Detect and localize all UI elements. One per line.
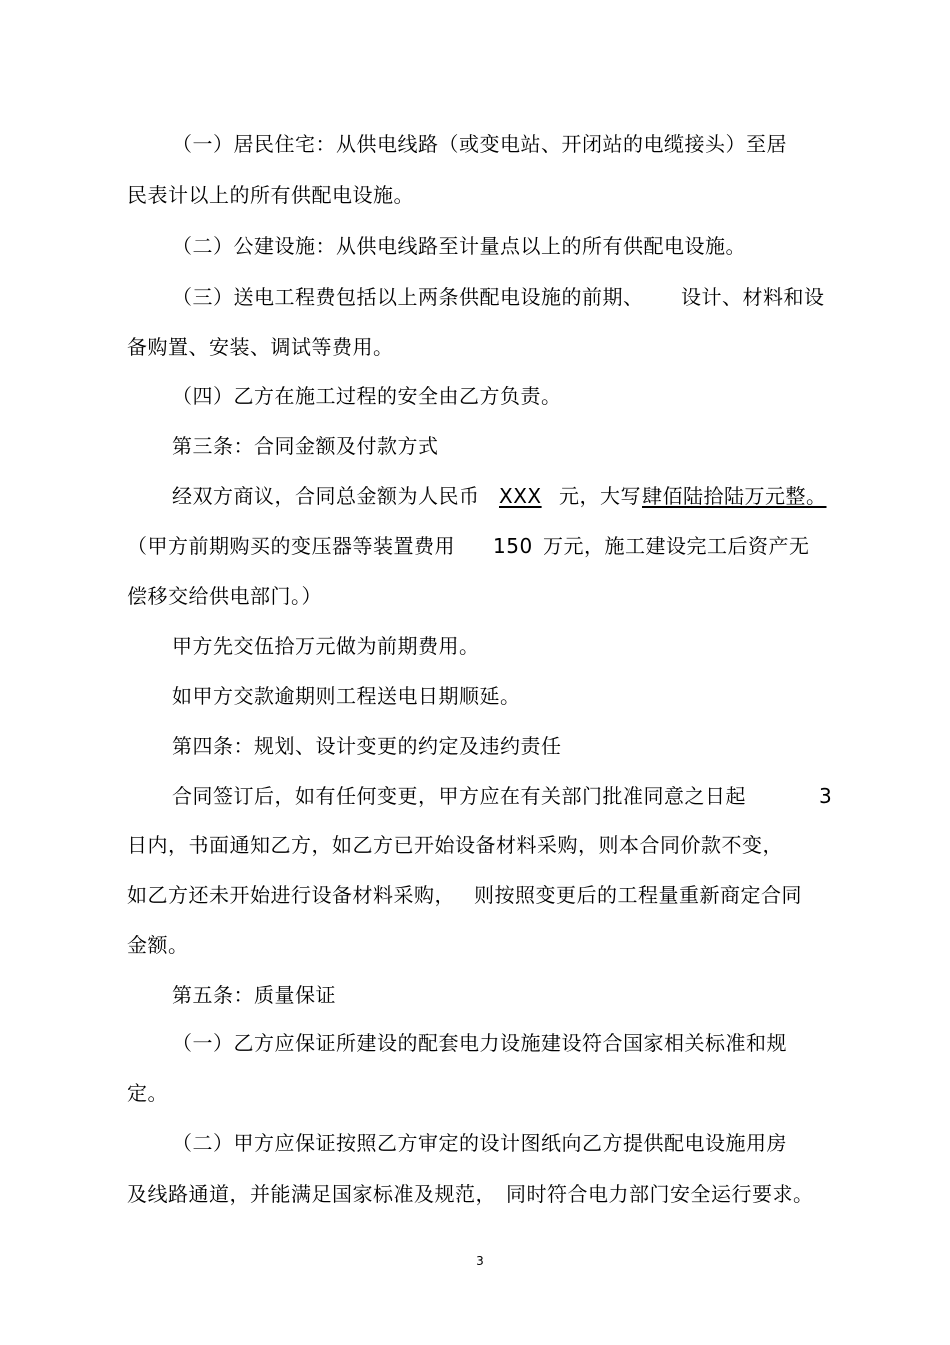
paragraph-line: （四）乙方在施工过程的安全由乙方负责。 — [172, 384, 562, 408]
paragraph-line: 同时符合电力部门安全运行要求。 — [506, 1182, 814, 1206]
section-heading: 第四条：规划、设计变更的约定及违约责任 — [172, 734, 562, 758]
page-number: 3 — [476, 1254, 484, 1268]
paragraph-line: （一）乙方应保证所建设的配套电力设施建设符合国家相关标准和规 — [172, 1031, 787, 1055]
paragraph-line: 经双方商议，合同总金额为人民币 — [172, 484, 480, 508]
paragraph-line: 定。 — [127, 1081, 168, 1105]
paragraph-line: 偿移交给供电部门。） — [127, 584, 322, 608]
section-heading: 第三条：合同金额及付款方式 — [172, 434, 439, 458]
amount-placeholder: XXX — [499, 484, 542, 508]
paragraph-line: （一）居民住宅：从供电线路（或变电站、开闭站的电缆接头）至居 — [172, 132, 787, 156]
paragraph-line: （三）送电工程费包括以上两条供配电设施的前期、 — [172, 285, 644, 309]
paragraph-line: 金额。 — [127, 933, 189, 957]
paragraph-line: 则按照变更后的工程量重新商定合同 — [474, 883, 802, 907]
paragraph-line: 日内，书面通知乙方，如乙方已开始设备材料采购，则本合同价款不变， — [127, 833, 783, 857]
amount-in-words: 肆佰陆拾陆万元整。 — [642, 484, 827, 508]
section-heading: 第五条：质量保证 — [172, 983, 336, 1007]
paragraph-line: （甲方前期购买的变压器等装置费用 — [127, 534, 455, 558]
paragraph-line: 设计、材料和设 — [681, 285, 825, 309]
paragraph-line: 如乙方还未开始进行设备材料采购， — [127, 883, 455, 907]
paragraph-line: （二）甲方应保证按照乙方审定的设计图纸向乙方提供配电设施用房 — [172, 1131, 787, 1155]
paragraph-line: 及线路通道，并能满足国家标准及规范， — [127, 1182, 496, 1206]
paragraph-line: 万元，施工建设完工后资产无 — [543, 534, 810, 558]
paragraph-line: 150 — [493, 534, 533, 558]
paragraph-line: 如甲方交款逾期则工程送电日期顺延。 — [172, 684, 521, 708]
paragraph-line: 合同签订后，如有任何变更，甲方应在有关部门批准同意之日起 — [172, 784, 746, 808]
paragraph-line: 甲方先交伍拾万元做为前期费用。 — [172, 634, 480, 658]
paragraph-line: 元，大写 — [559, 484, 641, 508]
paragraph-line: 民表计以上的所有供配电设施。 — [127, 183, 414, 207]
paragraph-line: 备购置、安装、调试等费用。 — [127, 335, 394, 359]
paragraph-line: （二）公建设施：从供电线路至计量点以上的所有供配电设施。 — [172, 234, 746, 258]
paragraph-line: 3 — [819, 784, 833, 808]
